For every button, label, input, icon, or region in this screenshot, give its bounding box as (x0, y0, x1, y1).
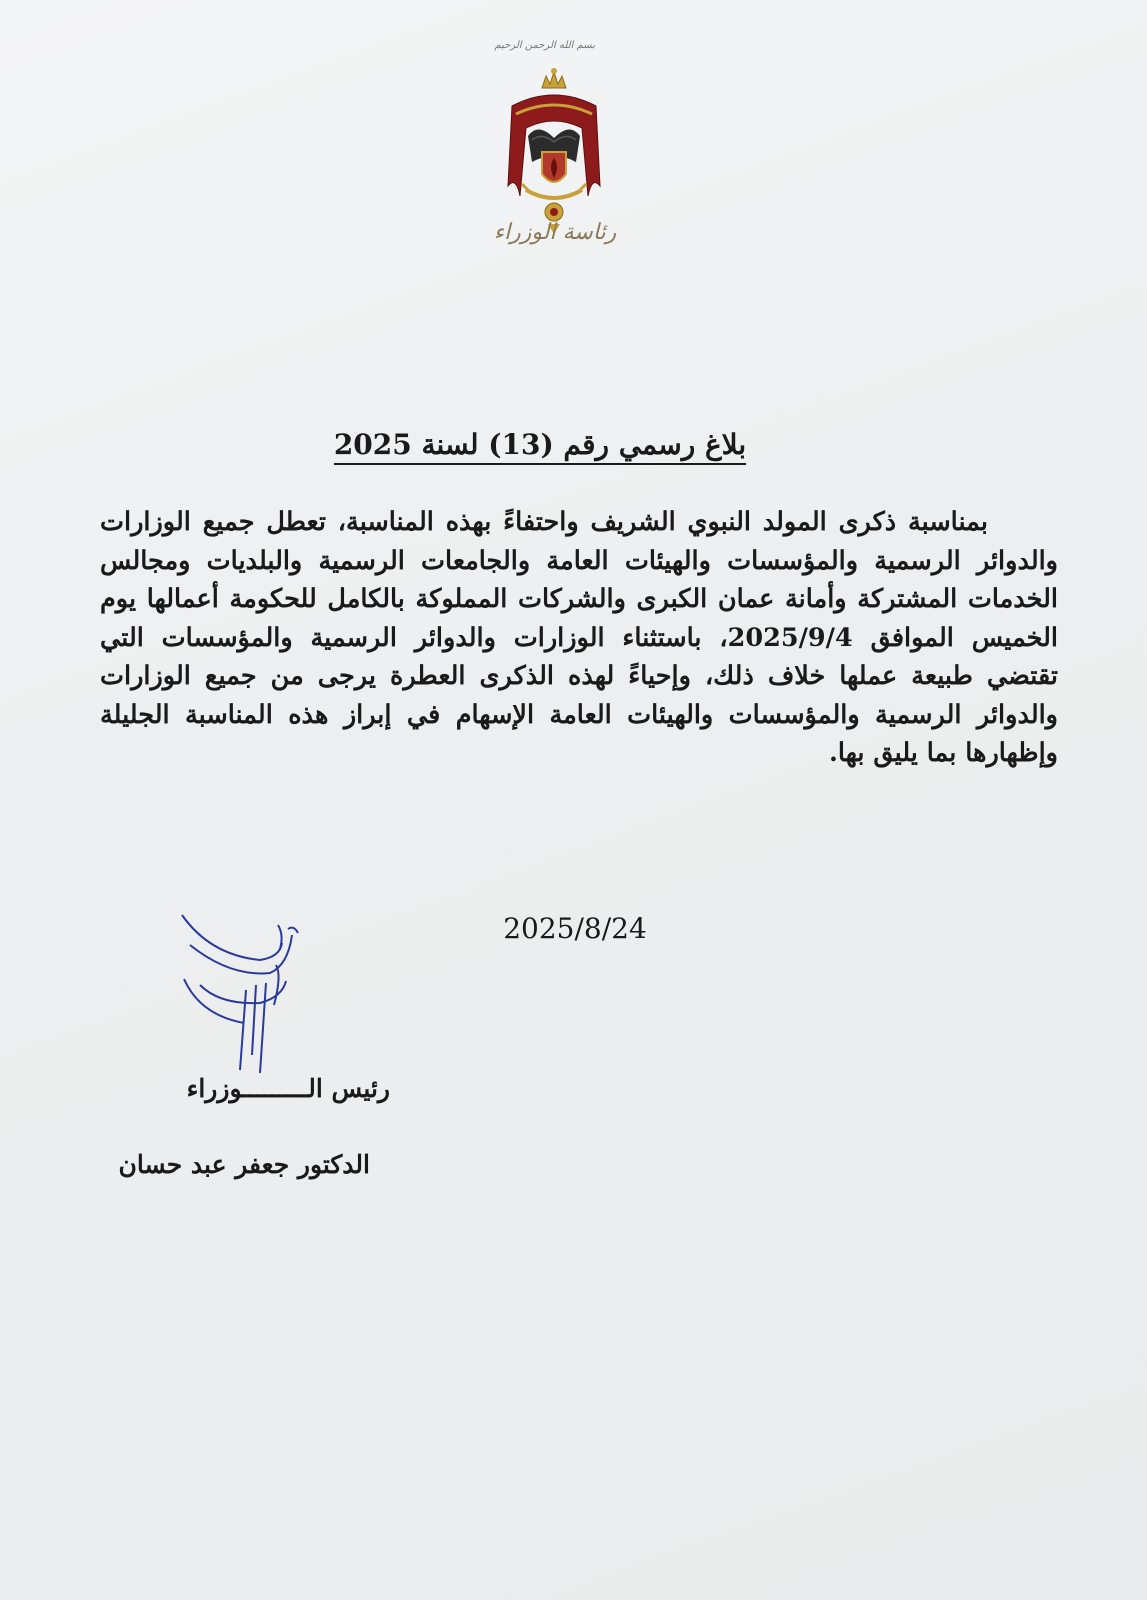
document-title (300, 428, 780, 461)
basmala: بسم الله الرحمن الرحيم (494, 40, 595, 51)
office-name: رئاسة الوزراء (493, 220, 617, 245)
document-body: بمناسبة ذكرى المولد النبوي الشريف واحتفاءً بهذه المناسبة، تعطل جميع الوزارات والدوائر الرسمية والمؤسسات والهيئات العامة والجامعات الرسمية والبلديات ومجالس الخدمات المشتركة وأمانة عمان الكبرى والشركات المملوكة بالكامل للحكومة أعمالها يوم الخميس الموافق 2025/9/4، باستثناء الوزارات والدوائر الرسمية والمؤسسات التي تقتضي طبيعة عملها خلاف ذلك، وإحياءً لهذه الذكرى العطرة يرجى من جميع الوزارات والدوائر الرسمية والمؤسسات والهيئات العامة الإسهام في إبراز هذه المناسبة الجليلة وإظهارها بما يليق بها. (100, 507, 1058, 768)
royal-coat-of-arms-icon (502, 66, 606, 236)
signatory-title: رئيس الـــــــــوزراء (186, 1074, 390, 1103)
document-date: 2025/8/24 (503, 912, 647, 945)
signatory-name: الدكتور جعفر عبد حسان (118, 1150, 370, 1179)
document-title-text: بلاغ رسمي رقم (13) لسنة 2025 (334, 428, 746, 465)
handwritten-signature-icon (170, 905, 320, 1075)
letterhead (450, 30, 660, 270)
